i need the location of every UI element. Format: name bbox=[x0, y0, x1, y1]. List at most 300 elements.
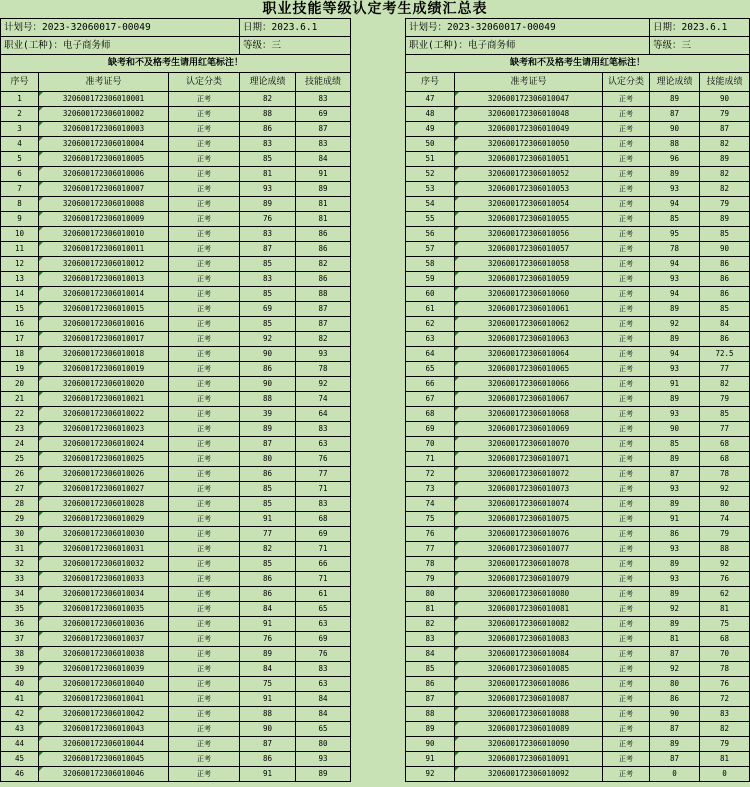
ticket-cell: 320600172306010030 bbox=[39, 527, 169, 542]
ticket-cell: 320600172306010001 bbox=[39, 92, 169, 107]
ticket-cell: 320600172306010020 bbox=[39, 377, 169, 392]
theory-score-cell: 85 bbox=[240, 482, 296, 497]
table-row bbox=[1, 212, 351, 227]
ticket-cell: 320600172306010015 bbox=[39, 302, 169, 317]
seq-cell: 11 bbox=[1, 242, 39, 257]
skill-score-cell: 83 bbox=[296, 137, 351, 152]
category-cell: 正考 bbox=[603, 767, 650, 782]
table-row bbox=[1, 347, 351, 362]
category-cell: 正考 bbox=[169, 542, 240, 557]
ticket-cell: 320600172306010026 bbox=[39, 467, 169, 482]
theory-score-cell: 85 bbox=[240, 287, 296, 302]
skill-score-cell: 77 bbox=[700, 362, 750, 377]
seq-cell: 56 bbox=[406, 227, 455, 242]
ticket-cell: 320600172306010087 bbox=[455, 692, 603, 707]
table-row bbox=[1, 572, 351, 587]
table-row bbox=[1, 662, 351, 677]
skill-score-cell: 88 bbox=[296, 287, 351, 302]
skill-score-cell: 83 bbox=[296, 422, 351, 437]
category-cell: 正考 bbox=[603, 737, 650, 752]
exam-date: 日期：2023.6.1 bbox=[650, 19, 750, 37]
col-header-category: 认定分类 bbox=[169, 73, 240, 92]
skill-score-cell: 80 bbox=[296, 737, 351, 752]
table-row bbox=[406, 677, 750, 692]
seq-cell: 5 bbox=[1, 152, 39, 167]
seq-cell: 59 bbox=[406, 272, 455, 287]
ticket-cell: 320600172306010057 bbox=[455, 242, 603, 257]
theory-score-cell: 89 bbox=[240, 422, 296, 437]
skill-score-cell: 61 bbox=[296, 587, 351, 602]
theory-score-cell: 83 bbox=[240, 227, 296, 242]
table-row bbox=[406, 302, 750, 317]
theory-score-cell: 85 bbox=[240, 257, 296, 272]
ticket-cell: 320600172306010032 bbox=[39, 557, 169, 572]
ticket-cell: 320600172306010058 bbox=[455, 257, 603, 272]
ticket-cell: 320600172306010046 bbox=[39, 767, 169, 782]
category-cell: 正考 bbox=[169, 287, 240, 302]
category-cell: 正考 bbox=[603, 422, 650, 437]
seq-cell: 30 bbox=[1, 527, 39, 542]
category-cell: 正考 bbox=[603, 392, 650, 407]
ticket-cell: 320600172306010033 bbox=[39, 572, 169, 587]
col-header-seq: 序号 bbox=[1, 73, 39, 92]
notice-row bbox=[1, 55, 351, 73]
category-cell: 正考 bbox=[603, 467, 650, 482]
table-row bbox=[406, 602, 750, 617]
seq-cell: 65 bbox=[406, 362, 455, 377]
category-cell: 正考 bbox=[603, 227, 650, 242]
seq-cell: 83 bbox=[406, 632, 455, 647]
theory-score-cell: 90 bbox=[650, 707, 700, 722]
category-cell: 正考 bbox=[603, 332, 650, 347]
table-row bbox=[406, 572, 750, 587]
category-cell: 正考 bbox=[169, 197, 240, 212]
table-row bbox=[406, 542, 750, 557]
seq-cell: 84 bbox=[406, 647, 455, 662]
theory-score-cell: 87 bbox=[650, 722, 700, 737]
category-cell: 正考 bbox=[603, 482, 650, 497]
skill-score-cell: 74 bbox=[296, 392, 351, 407]
skill-score-cell: 81 bbox=[296, 212, 351, 227]
ticket-cell: 320600172306010021 bbox=[39, 392, 169, 407]
seq-cell: 91 bbox=[406, 752, 455, 767]
table-row bbox=[1, 632, 351, 647]
category-cell: 正考 bbox=[603, 602, 650, 617]
theory-score-cell: 86 bbox=[240, 122, 296, 137]
skill-score-cell: 85 bbox=[700, 227, 750, 242]
theory-score-cell: 93 bbox=[650, 542, 700, 557]
skill-score-cell: 82 bbox=[296, 332, 351, 347]
table-row bbox=[1, 332, 351, 347]
seq-cell: 14 bbox=[1, 287, 39, 302]
table-row bbox=[406, 527, 750, 542]
table-row bbox=[1, 602, 351, 617]
table-row bbox=[406, 272, 750, 287]
ticket-cell: 320600172306010028 bbox=[39, 497, 169, 512]
table-row bbox=[406, 617, 750, 632]
table-row bbox=[406, 122, 750, 137]
ticket-cell: 320600172306010008 bbox=[39, 197, 169, 212]
skill-score-cell: 85 bbox=[700, 302, 750, 317]
category-cell: 正考 bbox=[169, 392, 240, 407]
category-cell: 正考 bbox=[603, 437, 650, 452]
skill-score-cell: 87 bbox=[296, 302, 351, 317]
table-row bbox=[1, 182, 351, 197]
ticket-cell: 320600172306010060 bbox=[455, 287, 603, 302]
theory-score-cell: 82 bbox=[240, 92, 296, 107]
table-row bbox=[406, 662, 750, 677]
seq-cell: 60 bbox=[406, 287, 455, 302]
skill-score-cell: 92 bbox=[700, 482, 750, 497]
ticket-cell: 320600172306010062 bbox=[455, 317, 603, 332]
category-cell: 正考 bbox=[169, 692, 240, 707]
theory-score-cell: 94 bbox=[650, 287, 700, 302]
category-cell: 正考 bbox=[169, 767, 240, 782]
category-cell: 正考 bbox=[603, 512, 650, 527]
category-cell: 正考 bbox=[169, 302, 240, 317]
ticket-cell: 320600172306010005 bbox=[39, 152, 169, 167]
skill-score-cell: 89 bbox=[700, 212, 750, 227]
theory-score-cell: 89 bbox=[650, 167, 700, 182]
seq-cell: 17 bbox=[1, 332, 39, 347]
rows-right bbox=[406, 92, 750, 782]
ticket-cell: 320600172306010071 bbox=[455, 452, 603, 467]
red-pen-notice: 缺考和不及格考生请用红笔标注！ bbox=[1, 55, 351, 73]
theory-score-cell: 86 bbox=[650, 527, 700, 542]
theory-score-cell: 87 bbox=[650, 752, 700, 767]
skill-score-cell: 72.5 bbox=[700, 347, 750, 362]
table-row bbox=[406, 767, 750, 782]
theory-score-cell: 86 bbox=[240, 572, 296, 587]
skill-score-cell: 92 bbox=[296, 377, 351, 392]
theory-score-cell: 88 bbox=[240, 392, 296, 407]
skill-score-cell: 76 bbox=[296, 452, 351, 467]
skill-score-cell: 86 bbox=[296, 227, 351, 242]
table-row bbox=[406, 137, 750, 152]
theory-score-cell: 93 bbox=[650, 407, 700, 422]
category-cell: 正考 bbox=[169, 482, 240, 497]
skill-score-cell: 65 bbox=[296, 722, 351, 737]
table-row bbox=[1, 707, 351, 722]
skill-score-cell: 82 bbox=[700, 377, 750, 392]
theory-score-cell: 92 bbox=[240, 332, 296, 347]
skill-score-cell: 68 bbox=[296, 512, 351, 527]
category-cell: 正考 bbox=[169, 137, 240, 152]
category-cell: 正考 bbox=[169, 677, 240, 692]
category-cell: 正考 bbox=[169, 587, 240, 602]
table-row bbox=[406, 587, 750, 602]
theory-score-cell: 93 bbox=[650, 482, 700, 497]
table-row bbox=[1, 152, 351, 167]
ticket-cell: 320600172306010010 bbox=[39, 227, 169, 242]
theory-score-cell: 89 bbox=[650, 617, 700, 632]
seq-cell: 66 bbox=[406, 377, 455, 392]
skill-score-cell: 76 bbox=[296, 647, 351, 662]
category-cell: 正考 bbox=[603, 572, 650, 587]
skill-score-cell: 91 bbox=[296, 167, 351, 182]
seq-cell: 55 bbox=[406, 212, 455, 227]
score-table-right bbox=[405, 18, 750, 782]
seq-cell: 49 bbox=[406, 122, 455, 137]
ticket-cell: 320600172306010051 bbox=[455, 152, 603, 167]
theory-score-cell: 88 bbox=[240, 707, 296, 722]
category-cell: 正考 bbox=[169, 707, 240, 722]
ticket-cell: 320600172306010016 bbox=[39, 317, 169, 332]
seq-cell: 78 bbox=[406, 557, 455, 572]
skill-score-cell: 83 bbox=[296, 662, 351, 677]
category-cell: 正考 bbox=[169, 407, 240, 422]
skill-score-cell: 77 bbox=[296, 467, 351, 482]
skill-score-cell: 0 bbox=[700, 767, 750, 782]
table-row bbox=[406, 257, 750, 272]
category-cell: 正考 bbox=[169, 122, 240, 137]
table-row bbox=[406, 737, 750, 752]
table-row bbox=[406, 332, 750, 347]
category-cell: 正考 bbox=[603, 542, 650, 557]
table-row bbox=[1, 512, 351, 527]
table-row bbox=[1, 497, 351, 512]
theory-score-cell: 85 bbox=[650, 437, 700, 452]
skill-score-cell: 87 bbox=[296, 317, 351, 332]
theory-score-cell: 84 bbox=[240, 662, 296, 677]
seq-cell: 28 bbox=[1, 497, 39, 512]
theory-score-cell: 90 bbox=[240, 347, 296, 362]
header-row-plan bbox=[1, 19, 351, 37]
theory-score-cell: 94 bbox=[650, 257, 700, 272]
category-cell: 正考 bbox=[169, 242, 240, 257]
table-row bbox=[1, 542, 351, 557]
skill-score-cell: 93 bbox=[296, 347, 351, 362]
theory-score-cell: 86 bbox=[240, 587, 296, 602]
theory-score-cell: 90 bbox=[240, 377, 296, 392]
seq-cell: 64 bbox=[406, 347, 455, 362]
theory-score-cell: 87 bbox=[240, 437, 296, 452]
ticket-cell: 320600172306010029 bbox=[39, 512, 169, 527]
column-header-row bbox=[1, 73, 351, 92]
seq-cell: 7 bbox=[1, 182, 39, 197]
seq-cell: 74 bbox=[406, 497, 455, 512]
ticket-cell: 320600172306010067 bbox=[455, 392, 603, 407]
category-cell: 正考 bbox=[603, 257, 650, 272]
table-row bbox=[1, 122, 351, 137]
table-row bbox=[1, 437, 351, 452]
ticket-cell: 320600172306010036 bbox=[39, 617, 169, 632]
seq-cell: 45 bbox=[1, 752, 39, 767]
seq-cell: 33 bbox=[1, 572, 39, 587]
ticket-cell: 320600172306010054 bbox=[455, 197, 603, 212]
seq-cell: 73 bbox=[406, 482, 455, 497]
theory-score-cell: 86 bbox=[240, 362, 296, 377]
seq-cell: 92 bbox=[406, 767, 455, 782]
theory-score-cell: 89 bbox=[650, 452, 700, 467]
ticket-cell: 320600172306010065 bbox=[455, 362, 603, 377]
table-row bbox=[406, 317, 750, 332]
theory-score-cell: 92 bbox=[650, 662, 700, 677]
theory-score-cell: 89 bbox=[240, 647, 296, 662]
table-row bbox=[406, 452, 750, 467]
ticket-cell: 320600172306010078 bbox=[455, 557, 603, 572]
seq-cell: 10 bbox=[1, 227, 39, 242]
skill-score-cell: 82 bbox=[296, 257, 351, 272]
level: 等级：三 bbox=[650, 37, 750, 55]
table-row bbox=[1, 737, 351, 752]
table-row bbox=[1, 482, 351, 497]
theory-score-cell: 85 bbox=[240, 317, 296, 332]
skill-score-cell: 82 bbox=[700, 722, 750, 737]
plan-number: 计划号：2023-32060017-00049 bbox=[406, 19, 650, 37]
seq-cell: 36 bbox=[1, 617, 39, 632]
ticket-cell: 320600172306010014 bbox=[39, 287, 169, 302]
skill-score-cell: 80 bbox=[700, 497, 750, 512]
seq-cell: 42 bbox=[1, 707, 39, 722]
skill-score-cell: 64 bbox=[296, 407, 351, 422]
ticket-cell: 320600172306010066 bbox=[455, 377, 603, 392]
theory-score-cell: 85 bbox=[240, 152, 296, 167]
ticket-cell: 320600172306010006 bbox=[39, 167, 169, 182]
skill-score-cell: 83 bbox=[296, 92, 351, 107]
category-cell: 正考 bbox=[603, 167, 650, 182]
theory-score-cell: 84 bbox=[240, 602, 296, 617]
level: 等级：三 bbox=[240, 37, 351, 55]
seq-cell: 89 bbox=[406, 722, 455, 737]
theory-score-cell: 81 bbox=[240, 167, 296, 182]
ticket-cell: 320600172306010056 bbox=[455, 227, 603, 242]
table-row bbox=[1, 557, 351, 572]
theory-score-cell: 94 bbox=[650, 197, 700, 212]
exam-date: 日期：2023.6.1 bbox=[240, 19, 351, 37]
header-row-plan bbox=[406, 19, 750, 37]
table-row bbox=[1, 617, 351, 632]
skill-score-cell: 82 bbox=[700, 182, 750, 197]
page-title: 职业技能等级认定考生成绩汇总表 bbox=[262, 1, 488, 17]
theory-score-cell: 88 bbox=[240, 107, 296, 122]
table-row bbox=[1, 242, 351, 257]
ticket-cell: 320600172306010073 bbox=[455, 482, 603, 497]
seq-cell: 51 bbox=[406, 152, 455, 167]
category-cell: 正考 bbox=[169, 212, 240, 227]
ticket-cell: 320600172306010024 bbox=[39, 437, 169, 452]
table-row bbox=[406, 347, 750, 362]
category-cell: 正考 bbox=[169, 497, 240, 512]
theory-score-cell: 89 bbox=[650, 497, 700, 512]
category-cell: 正考 bbox=[169, 362, 240, 377]
theory-score-cell: 91 bbox=[240, 767, 296, 782]
theory-score-cell: 90 bbox=[240, 722, 296, 737]
seq-cell: 15 bbox=[1, 302, 39, 317]
seq-cell: 32 bbox=[1, 557, 39, 572]
skill-score-cell: 79 bbox=[700, 107, 750, 122]
seq-cell: 77 bbox=[406, 542, 455, 557]
ticket-cell: 320600172306010082 bbox=[455, 617, 603, 632]
category-cell: 正考 bbox=[603, 137, 650, 152]
theory-score-cell: 93 bbox=[650, 572, 700, 587]
seq-cell: 27 bbox=[1, 482, 39, 497]
category-cell: 正考 bbox=[169, 92, 240, 107]
skill-score-cell: 79 bbox=[700, 197, 750, 212]
table-row bbox=[1, 452, 351, 467]
table-row bbox=[1, 227, 351, 242]
ticket-cell: 320600172306010017 bbox=[39, 332, 169, 347]
col-header-theory: 理论成绩 bbox=[240, 73, 296, 92]
theory-score-cell: 89 bbox=[650, 302, 700, 317]
seq-cell: 20 bbox=[1, 377, 39, 392]
theory-score-cell: 83 bbox=[240, 137, 296, 152]
theory-score-cell: 94 bbox=[650, 347, 700, 362]
ticket-cell: 320600172306010090 bbox=[455, 737, 603, 752]
skill-score-cell: 65 bbox=[296, 602, 351, 617]
table-row bbox=[1, 197, 351, 212]
category-cell: 正考 bbox=[603, 632, 650, 647]
seq-cell: 72 bbox=[406, 467, 455, 482]
theory-score-cell: 78 bbox=[650, 242, 700, 257]
skill-score-cell: 83 bbox=[700, 707, 750, 722]
category-cell: 正考 bbox=[603, 587, 650, 602]
theory-score-cell: 69 bbox=[240, 302, 296, 317]
seq-cell: 40 bbox=[1, 677, 39, 692]
seq-cell: 6 bbox=[1, 167, 39, 182]
skill-score-cell: 84 bbox=[296, 692, 351, 707]
skill-score-cell: 82 bbox=[700, 167, 750, 182]
category-cell: 正考 bbox=[169, 737, 240, 752]
seq-cell: 68 bbox=[406, 407, 455, 422]
table-row bbox=[1, 767, 351, 782]
skill-score-cell: 75 bbox=[700, 617, 750, 632]
category-cell: 正考 bbox=[169, 752, 240, 767]
skill-score-cell: 69 bbox=[296, 527, 351, 542]
table-row bbox=[406, 287, 750, 302]
seq-cell: 23 bbox=[1, 422, 39, 437]
seq-cell: 76 bbox=[406, 527, 455, 542]
table-row bbox=[406, 227, 750, 242]
category-cell: 正考 bbox=[603, 677, 650, 692]
table-row bbox=[406, 377, 750, 392]
category-cell: 正考 bbox=[603, 377, 650, 392]
theory-score-cell: 86 bbox=[240, 467, 296, 482]
theory-score-cell: 92 bbox=[650, 317, 700, 332]
table-row bbox=[406, 197, 750, 212]
table-row bbox=[1, 302, 351, 317]
skill-score-cell: 76 bbox=[700, 677, 750, 692]
skill-score-cell: 89 bbox=[296, 767, 351, 782]
category-cell: 正考 bbox=[603, 722, 650, 737]
seq-cell: 44 bbox=[1, 737, 39, 752]
ticket-cell: 320600172306010081 bbox=[455, 602, 603, 617]
category-cell: 正考 bbox=[603, 122, 650, 137]
theory-score-cell: 86 bbox=[650, 692, 700, 707]
theory-score-cell: 88 bbox=[650, 137, 700, 152]
skill-score-cell: 70 bbox=[700, 647, 750, 662]
seq-cell: 54 bbox=[406, 197, 455, 212]
seq-cell: 82 bbox=[406, 617, 455, 632]
seq-cell: 58 bbox=[406, 257, 455, 272]
ticket-cell: 320600172306010055 bbox=[455, 212, 603, 227]
table-row bbox=[406, 242, 750, 257]
skill-score-cell: 62 bbox=[700, 587, 750, 602]
category-cell: 正考 bbox=[603, 647, 650, 662]
category-cell: 正考 bbox=[169, 617, 240, 632]
category-cell: 正考 bbox=[603, 287, 650, 302]
occupation: 职业(工种)：电子商务师 bbox=[1, 37, 240, 55]
ticket-cell: 320600172306010079 bbox=[455, 572, 603, 587]
table-row bbox=[1, 752, 351, 767]
category-cell: 正考 bbox=[603, 242, 650, 257]
category-cell: 正考 bbox=[169, 167, 240, 182]
category-cell: 正考 bbox=[603, 212, 650, 227]
table-row bbox=[1, 422, 351, 437]
header-row-occupation bbox=[1, 37, 351, 55]
theory-score-cell: 83 bbox=[240, 272, 296, 287]
seq-cell: 13 bbox=[1, 272, 39, 287]
